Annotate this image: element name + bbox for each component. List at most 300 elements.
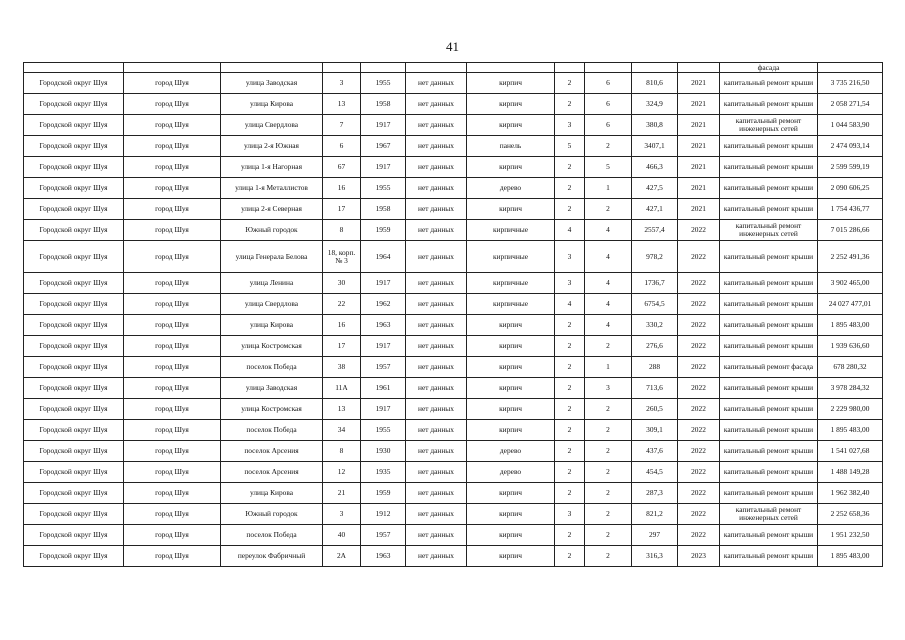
cell-wall-material: кирпич: [467, 357, 555, 378]
cell-plan-year: 2022: [678, 294, 720, 315]
cell-settlement: город Шуя: [124, 294, 221, 315]
cell-house-number: 22: [323, 294, 361, 315]
cell-empty: [467, 63, 555, 73]
table-row: [24, 294, 883, 315]
cell-wall-material: кирпич: [467, 378, 555, 399]
cell-year-built: 1955: [361, 420, 406, 441]
cell-empty: [555, 63, 585, 73]
cell-work-type: капитальный ремонт крыши: [720, 294, 818, 315]
cell-settlement: город Шуя: [124, 220, 221, 241]
cell-year-reconstructed: нет данных: [406, 483, 467, 504]
cell-year-built: 1961: [361, 378, 406, 399]
cell-area: 427,1: [632, 199, 678, 220]
cell-house-number: 7: [323, 115, 361, 136]
cell-street: улица Ленина: [221, 273, 323, 294]
cell-plan-year: 2021: [678, 115, 720, 136]
cell-cost: 3 735 216,50: [818, 73, 883, 94]
cell-year-built: 1912: [361, 504, 406, 525]
cell-wall-material: дерево: [467, 462, 555, 483]
cell-year-built: 1935: [361, 462, 406, 483]
cell-entrances: 4: [585, 220, 632, 241]
cell-house-number: 13: [323, 399, 361, 420]
cell-year-reconstructed: нет данных: [406, 294, 467, 315]
cell-house-number: 21: [323, 483, 361, 504]
cell-settlement: город Шуя: [124, 157, 221, 178]
cell-work-type: капитальный ремонт крыши: [720, 315, 818, 336]
cell-municipality: Городской округ Шуя: [24, 504, 124, 525]
cell-entrances: 6: [585, 115, 632, 136]
cell-municipality: Городской округ Шуя: [24, 157, 124, 178]
cell-year-reconstructed: нет данных: [406, 441, 467, 462]
cell-floors: 2: [555, 336, 585, 357]
cell-plan-year: 2022: [678, 336, 720, 357]
cell-plan-year: 2022: [678, 504, 720, 525]
cell-area: 288: [632, 357, 678, 378]
cell-area: 260,5: [632, 399, 678, 420]
cell-wall-material: кирпичные: [467, 220, 555, 241]
cell-municipality: Городской округ Шуя: [24, 115, 124, 136]
cell-settlement: город Шуя: [124, 115, 221, 136]
cell-empty: [323, 63, 361, 73]
table-row: [24, 136, 883, 157]
cell-wall-material: кирпич: [467, 336, 555, 357]
cell-wall-material: панель: [467, 136, 555, 157]
cell-work-type: капитальный ремонт крыши: [720, 546, 818, 567]
cell-plan-year: 2022: [678, 220, 720, 241]
cell-house-number: 2А: [323, 546, 361, 567]
cell-house-number: 12: [323, 462, 361, 483]
cell-area: 3407,1: [632, 136, 678, 157]
cell-cost: 1 541 027,68: [818, 441, 883, 462]
cell-year-built: 1917: [361, 157, 406, 178]
cell-entrances: 4: [585, 294, 632, 315]
table-body: [24, 63, 883, 567]
cell-area: 810,6: [632, 73, 678, 94]
cell-year-reconstructed: нет данных: [406, 73, 467, 94]
cell-entrances: 4: [585, 315, 632, 336]
table-row: [24, 315, 883, 336]
cell-cost: 1 044 583,90: [818, 115, 883, 136]
cell-municipality: Городской округ Шуя: [24, 315, 124, 336]
cell-area: 276,6: [632, 336, 678, 357]
cell-year-reconstructed: нет данных: [406, 378, 467, 399]
cell-wall-material: кирпичные: [467, 273, 555, 294]
cell-year-reconstructed: нет данных: [406, 504, 467, 525]
cell-plan-year: 2022: [678, 357, 720, 378]
cell-house-number: 40: [323, 525, 361, 546]
cell-cost: 2 474 093,14: [818, 136, 883, 157]
cell-floors: 2: [555, 357, 585, 378]
cell-municipality: Городской округ Шуя: [24, 462, 124, 483]
cell-cost: 678 280,32: [818, 357, 883, 378]
cell-settlement: город Шуя: [124, 241, 221, 273]
cell-area: 427,5: [632, 178, 678, 199]
table-row: [24, 525, 883, 546]
cell-year-built: 1963: [361, 546, 406, 567]
cell-settlement: город Шуя: [124, 420, 221, 441]
cell-entrances: 2: [585, 420, 632, 441]
cell-house-number: 67: [323, 157, 361, 178]
cell-work-type: капитальный ремонт инженерных сетей: [720, 220, 818, 241]
cell-municipality: Городской округ Шуя: [24, 357, 124, 378]
cell-year-reconstructed: нет данных: [406, 115, 467, 136]
cell-entrances: 2: [585, 441, 632, 462]
table-row: [24, 399, 883, 420]
table-row: [24, 504, 883, 525]
table-row: [24, 420, 883, 441]
cell-floors: 2: [555, 178, 585, 199]
cell-plan-year: 2022: [678, 399, 720, 420]
cell-floors: 2: [555, 199, 585, 220]
cell-house-number: 11А: [323, 378, 361, 399]
cell-year-reconstructed: нет данных: [406, 525, 467, 546]
cell-year-built: 1955: [361, 73, 406, 94]
cell-house-number: 8: [323, 220, 361, 241]
cell-year-built: 1963: [361, 315, 406, 336]
cell-settlement: город Шуя: [124, 357, 221, 378]
table-row: [24, 157, 883, 178]
table-row-continuation: [24, 63, 883, 73]
cell-year-reconstructed: нет данных: [406, 241, 467, 273]
cell-year-reconstructed: нет данных: [406, 336, 467, 357]
cell-empty: [818, 63, 883, 73]
cell-cost: 1 962 382,40: [818, 483, 883, 504]
cell-area: 6754,5: [632, 294, 678, 315]
cell-settlement: город Шуя: [124, 378, 221, 399]
cell-cost: 1 939 636,60: [818, 336, 883, 357]
cell-year-reconstructed: нет данных: [406, 220, 467, 241]
cell-municipality: Городской округ Шуя: [24, 199, 124, 220]
cell-street: улица Костромская: [221, 399, 323, 420]
cell-year-built: 1917: [361, 399, 406, 420]
cell-area: 978,2: [632, 241, 678, 273]
cell-year-reconstructed: нет данных: [406, 462, 467, 483]
cell-wall-material: кирпич: [467, 525, 555, 546]
cell-wall-material: кирпич: [467, 504, 555, 525]
cell-house-number: 16: [323, 315, 361, 336]
table-row: [24, 178, 883, 199]
cell-street: улица 2-я Северная: [221, 199, 323, 220]
cell-municipality: Городской округ Шуя: [24, 546, 124, 567]
cell-cost: 2 252 658,36: [818, 504, 883, 525]
cell-entrances: 3: [585, 378, 632, 399]
cell-year-reconstructed: нет данных: [406, 357, 467, 378]
cell-year-reconstructed: нет данных: [406, 315, 467, 336]
cell-settlement: город Шуя: [124, 504, 221, 525]
table-row: [24, 94, 883, 115]
cell-empty: [221, 63, 323, 73]
cell-year-reconstructed: нет данных: [406, 546, 467, 567]
cell-wall-material: кирпич: [467, 94, 555, 115]
cell-cost: 2 058 271,54: [818, 94, 883, 115]
cell-cost: 1 895 483,00: [818, 546, 883, 567]
cell-work-type: капитальный ремонт крыши: [720, 483, 818, 504]
cell-year-built: 1955: [361, 178, 406, 199]
cell-entrances: 1: [585, 178, 632, 199]
cell-street: поселок Победа: [221, 525, 323, 546]
cell-work-type: капитальный ремонт крыши: [720, 241, 818, 273]
cell-work-type: капитальный ремонт крыши: [720, 420, 818, 441]
table-row: [24, 273, 883, 294]
cell-entrances: 6: [585, 94, 632, 115]
cell-cost: 2 090 606,25: [818, 178, 883, 199]
cell-municipality: Городской округ Шуя: [24, 483, 124, 504]
cell-floors: 4: [555, 294, 585, 315]
cell-area: 316,3: [632, 546, 678, 567]
cell-empty: [406, 63, 467, 73]
cell-street: улица 1-я Нагорная: [221, 157, 323, 178]
cell-floors: 3: [555, 115, 585, 136]
cell-floors: 2: [555, 441, 585, 462]
cell-area: 330,2: [632, 315, 678, 336]
table-row: [24, 241, 883, 273]
table-row: [24, 199, 883, 220]
cell-street: переулок Фабричный: [221, 546, 323, 567]
cell-work-type: капитальный ремонт крыши: [720, 136, 818, 157]
cell-entrances: 2: [585, 399, 632, 420]
cell-year-built: 1958: [361, 94, 406, 115]
cell-floors: 2: [555, 315, 585, 336]
cell-settlement: город Шуя: [124, 483, 221, 504]
cell-house-number: 8: [323, 441, 361, 462]
table-row: [24, 336, 883, 357]
cell-street: поселок Арсения: [221, 462, 323, 483]
cell-year-built: 1917: [361, 336, 406, 357]
cell-area: 821,2: [632, 504, 678, 525]
cell-wall-material: кирпич: [467, 399, 555, 420]
cell-settlement: город Шуя: [124, 273, 221, 294]
cell-street: поселок Арсения: [221, 441, 323, 462]
cell-empty: [361, 63, 406, 73]
cell-street: улица Свердлова: [221, 294, 323, 315]
cell-street: улица Кирова: [221, 94, 323, 115]
cell-street: улица Свердлова: [221, 115, 323, 136]
cell-plan-year: 2022: [678, 441, 720, 462]
cell-cost: 3 978 284,32: [818, 378, 883, 399]
cell-cost: 2 229 980,00: [818, 399, 883, 420]
cell-floors: 3: [555, 504, 585, 525]
cell-settlement: город Шуя: [124, 399, 221, 420]
cell-plan-year: 2021: [678, 199, 720, 220]
table-row: [24, 378, 883, 399]
cell-street: улица Костромская: [221, 336, 323, 357]
cell-area: 454,5: [632, 462, 678, 483]
cell-cost: 1 895 483,00: [818, 420, 883, 441]
cell-plan-year: 2022: [678, 462, 720, 483]
cell-municipality: Городской округ Шуя: [24, 273, 124, 294]
cell-settlement: город Шуя: [124, 525, 221, 546]
cell-wall-material: кирпич: [467, 483, 555, 504]
cell-plan-year: 2021: [678, 94, 720, 115]
cell-floors: 2: [555, 73, 585, 94]
cell-year-built: 1959: [361, 483, 406, 504]
cell-area: 324,9: [632, 94, 678, 115]
cell-wall-material: кирпич: [467, 546, 555, 567]
cell-settlement: город Шуя: [124, 94, 221, 115]
cell-entrances: 2: [585, 136, 632, 157]
cell-entrances: 2: [585, 504, 632, 525]
cell-area: 380,8: [632, 115, 678, 136]
cell-year-built: 1958: [361, 199, 406, 220]
cell-year-reconstructed: нет данных: [406, 136, 467, 157]
cell-floors: 2: [555, 420, 585, 441]
cell-plan-year: 2022: [678, 420, 720, 441]
cell-work-type: капитальный ремонт фасада: [720, 357, 818, 378]
cell-year-built: 1957: [361, 357, 406, 378]
cell-floors: 2: [555, 399, 585, 420]
cell-floors: 2: [555, 546, 585, 567]
cell-street: улица Заводская: [221, 378, 323, 399]
cell-year-built: 1917: [361, 115, 406, 136]
cell-year-built: 1930: [361, 441, 406, 462]
cell-street: улица Генерала Белова: [221, 241, 323, 273]
cell-year-reconstructed: нет данных: [406, 420, 467, 441]
cell-entrances: 2: [585, 336, 632, 357]
table-row: [24, 462, 883, 483]
cell-house-number: 16: [323, 178, 361, 199]
cell-entrances: 2: [585, 199, 632, 220]
cell-work-type: капитальный ремонт крыши: [720, 94, 818, 115]
cell-entrances: 6: [585, 73, 632, 94]
cell-settlement: город Шуя: [124, 199, 221, 220]
cell-street: Южный городок: [221, 220, 323, 241]
cell-house-number: 30: [323, 273, 361, 294]
cell-settlement: город Шуя: [124, 73, 221, 94]
cell-house-number: 34: [323, 420, 361, 441]
cell-year-built: 1959: [361, 220, 406, 241]
cell-year-reconstructed: нет данных: [406, 157, 467, 178]
cell-cost: 2 252 491,36: [818, 241, 883, 273]
cell-street: Южный городок: [221, 504, 323, 525]
cell-work-type: капитальный ремонт крыши: [720, 73, 818, 94]
cell-plan-year: 2022: [678, 525, 720, 546]
cell-year-reconstructed: нет данных: [406, 199, 467, 220]
cell-work-type: капитальный ремонт инженерных сетей: [720, 504, 818, 525]
cell-empty: [585, 63, 632, 73]
cell-house-number: 3: [323, 73, 361, 94]
cell-area: 713,6: [632, 378, 678, 399]
cell-work-type: капитальный ремонт крыши: [720, 199, 818, 220]
cell-entrances: 4: [585, 273, 632, 294]
cell-settlement: город Шуя: [124, 315, 221, 336]
cell-plan-year: 2022: [678, 378, 720, 399]
cell-floors: 3: [555, 241, 585, 273]
cell-work-type: капитальный ремонт крыши: [720, 157, 818, 178]
cell-floors: 2: [555, 462, 585, 483]
cell-plan-year: 2022: [678, 273, 720, 294]
cell-plan-year: 2021: [678, 136, 720, 157]
cell-work-type: капитальный ремонт крыши: [720, 525, 818, 546]
cell-cost: 7 015 286,66: [818, 220, 883, 241]
cell-area: 466,3: [632, 157, 678, 178]
cell-wall-material: кирпичные: [467, 294, 555, 315]
page-number: 41: [446, 39, 459, 54]
cell-house-number: 17: [323, 336, 361, 357]
cell-area: 1736,7: [632, 273, 678, 294]
cell-municipality: Городской округ Шуя: [24, 399, 124, 420]
cell-wall-material: дерево: [467, 178, 555, 199]
cell-house-number: 38: [323, 357, 361, 378]
cell-settlement: город Шуя: [124, 136, 221, 157]
cell-wall-material: кирпичные: [467, 241, 555, 273]
table-row: [24, 441, 883, 462]
cell-cost: 1 895 483,00: [818, 315, 883, 336]
cell-settlement: город Шуя: [124, 178, 221, 199]
cell-floors: 2: [555, 483, 585, 504]
cell-municipality: Городской округ Шуя: [24, 441, 124, 462]
cell-floors: 2: [555, 157, 585, 178]
cell-year-built: 1962: [361, 294, 406, 315]
cell-area: 309,1: [632, 420, 678, 441]
cell-settlement: город Шуя: [124, 546, 221, 567]
cell-empty: [124, 63, 221, 73]
cell-street: поселок Победа: [221, 357, 323, 378]
cell-empty: [24, 63, 124, 73]
cell-wall-material: кирпич: [467, 420, 555, 441]
cell-house-number: 18, корп. № 3: [323, 241, 361, 273]
cell-entrances: 2: [585, 462, 632, 483]
cell-entrances: 1: [585, 357, 632, 378]
cell-municipality: Городской округ Шуя: [24, 94, 124, 115]
cell-municipality: Городской округ Шуя: [24, 294, 124, 315]
cell-work-type: капитальный ремонт инженерных сетей: [720, 115, 818, 136]
cell-empty: [632, 63, 678, 73]
cell-year-reconstructed: нет данных: [406, 178, 467, 199]
table-row: [24, 483, 883, 504]
cell-year-reconstructed: нет данных: [406, 273, 467, 294]
cell-settlement: город Шуя: [124, 336, 221, 357]
cell-plan-year: 2022: [678, 483, 720, 504]
cell-wall-material: кирпич: [467, 157, 555, 178]
cell-plan-year: 2021: [678, 73, 720, 94]
cell-street: улица Кирова: [221, 315, 323, 336]
cell-work-type: капитальный ремонт крыши: [720, 462, 818, 483]
cell-municipality: Городской округ Шуя: [24, 220, 124, 241]
cell-street: улица 2-я Южная: [221, 136, 323, 157]
cell-house-number: 17: [323, 199, 361, 220]
cell-work-type: фасада: [720, 63, 818, 73]
cell-cost: 24 027 477,01: [818, 294, 883, 315]
cell-year-built: 1967: [361, 136, 406, 157]
housing-repair-table: [23, 62, 883, 567]
cell-municipality: Городской округ Шуя: [24, 241, 124, 273]
cell-year-reconstructed: нет данных: [406, 399, 467, 420]
table-row: [24, 357, 883, 378]
cell-wall-material: кирпич: [467, 73, 555, 94]
cell-area: 437,6: [632, 441, 678, 462]
cell-municipality: Городской округ Шуя: [24, 136, 124, 157]
cell-street: улица Заводская: [221, 73, 323, 94]
cell-settlement: город Шуя: [124, 441, 221, 462]
table-row: [24, 546, 883, 567]
table-row: [24, 73, 883, 94]
cell-plan-year: 2022: [678, 241, 720, 273]
cell-entrances: 5: [585, 157, 632, 178]
cell-cost: 3 902 465,00: [818, 273, 883, 294]
cell-house-number: 13: [323, 94, 361, 115]
cell-entrances: 2: [585, 546, 632, 567]
cell-plan-year: 2021: [678, 157, 720, 178]
cell-house-number: 3: [323, 504, 361, 525]
cell-floors: 5: [555, 136, 585, 157]
cell-empty: [678, 63, 720, 73]
cell-work-type: капитальный ремонт крыши: [720, 441, 818, 462]
cell-work-type: капитальный ремонт крыши: [720, 399, 818, 420]
cell-year-built: 1964: [361, 241, 406, 273]
cell-municipality: Городской округ Шуя: [24, 525, 124, 546]
cell-cost: 1 951 232,50: [818, 525, 883, 546]
cell-municipality: Городской округ Шуя: [24, 336, 124, 357]
